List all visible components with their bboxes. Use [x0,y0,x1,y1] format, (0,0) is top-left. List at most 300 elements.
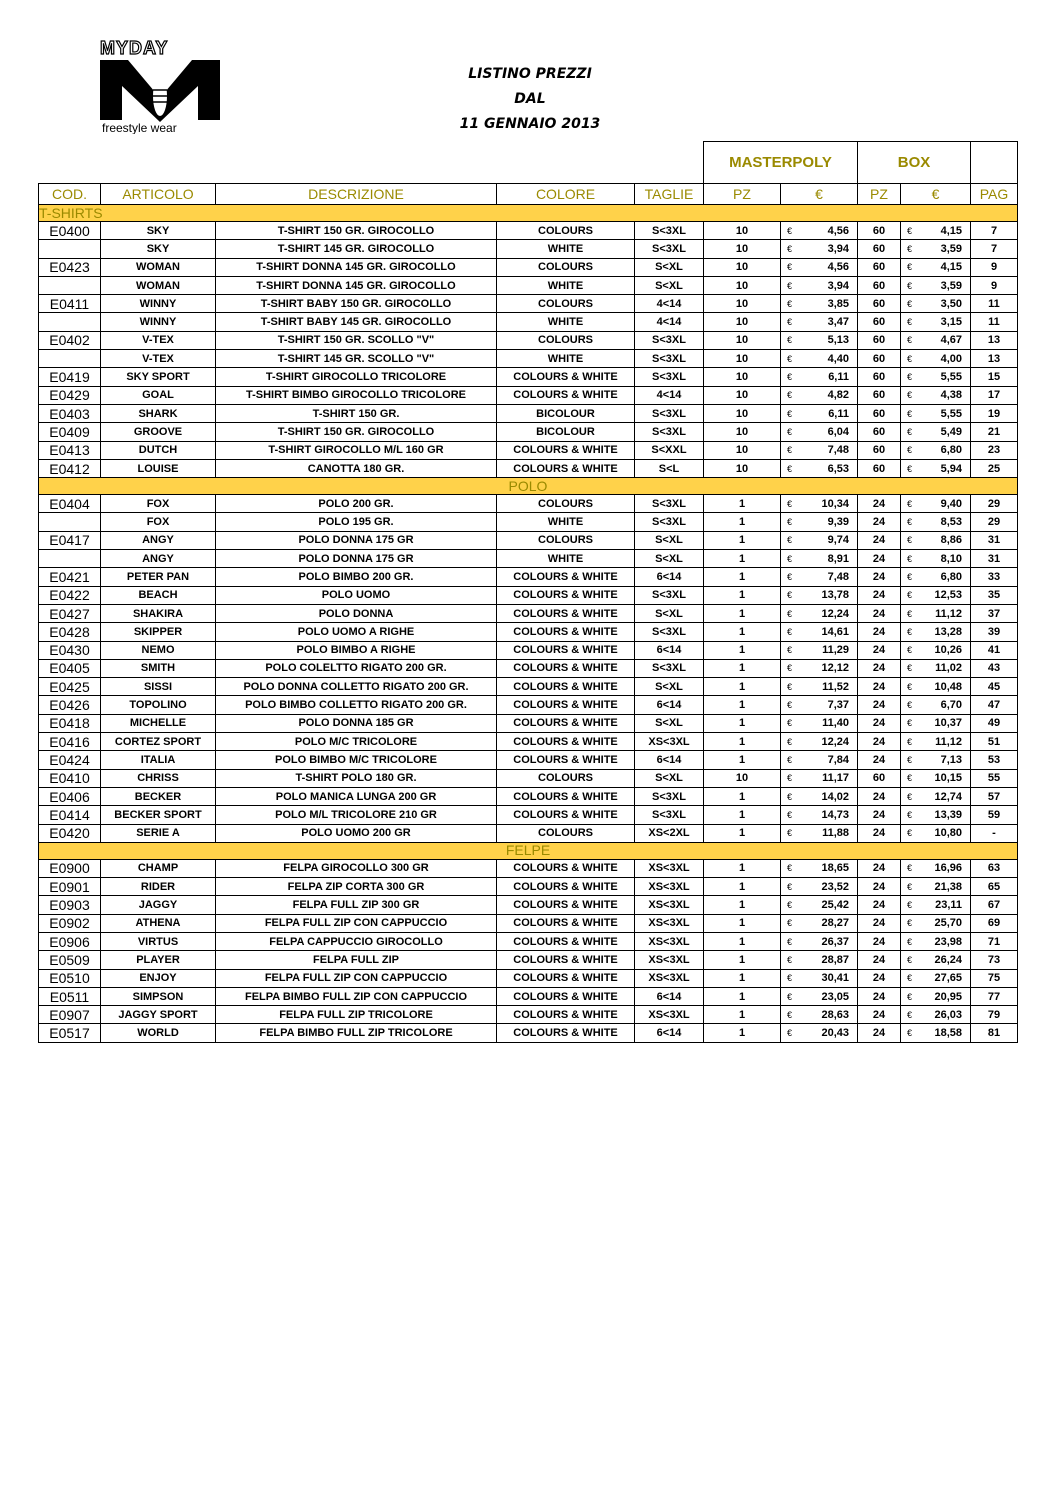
box-price: 8,10 [940,552,962,565]
currency-symbol: € [787,791,793,802]
box-price-cell [901,531,971,549]
currency-symbol: € [787,973,793,984]
colore: COLOURS & WHITE [497,459,635,477]
masterpoly-price: 7,48 [827,570,849,583]
masterpoly-pz: 1 [704,1006,781,1024]
table-row [39,932,1018,950]
box-price-cell [901,404,971,422]
masterpoly-price-cell [781,386,858,404]
articolo: SISSI [101,678,216,696]
descrizione: POLO DONNA 175 GR [216,550,497,568]
currency-symbol: € [787,571,793,582]
pag: 55 [971,769,1018,787]
masterpoly-price-cell [781,276,858,294]
section-header-row [39,478,1018,495]
masterpoly-price-cell [781,714,858,732]
box-pz: 24 [858,641,901,659]
box-pz: 60 [858,423,901,441]
box-pz: 60 [858,222,901,240]
articolo: BEACH [101,586,216,604]
header-masterpoly-pz: PZ [704,184,781,205]
pag: 77 [971,987,1018,1005]
currency-symbol: € [907,498,913,509]
colore: COLOURS & WHITE [497,678,635,696]
descrizione: FELPA BIMBO FULL ZIP CON CAPPUCCIO [216,987,497,1005]
currency-symbol: € [787,608,793,619]
box-pz: 24 [858,932,901,950]
box-pz: 24 [858,751,901,769]
taglie: S<XL [635,769,704,787]
colore: COLOURS & WHITE [497,386,635,404]
pag: 9 [971,258,1018,276]
box-price: 23,98 [934,935,962,948]
articolo: SERIE A [101,824,216,842]
cod: E0400 [39,222,101,240]
box-price: 11,12 [935,735,962,748]
masterpoly-pz: 10 [704,386,781,404]
descrizione: POLO BIMBO M/C TRICOLORE [216,751,497,769]
pag: 11 [971,295,1018,313]
box-price: 12,53 [934,589,962,602]
taglie: S<3XL [635,513,704,531]
currency-symbol: € [907,900,913,911]
table-row [39,878,1018,896]
masterpoly-pz: 1 [704,969,781,987]
masterpoly-price-cell [781,769,858,787]
header-descrizione: DESCRIZIONE [216,184,497,205]
pag: 31 [971,550,1018,568]
taglie: XS<3XL [635,859,704,877]
section-title: POLO [39,478,1018,495]
articolo: SKY SPORT [101,368,216,386]
box-pz: 24 [858,914,901,932]
currency-symbol: € [787,1009,793,1020]
pag: 45 [971,678,1018,696]
descrizione: T-SHIRT GIROCOLLO TRICOLORE [216,368,497,386]
box-price-cell [901,859,971,877]
box-pz: 60 [858,350,901,368]
currency-symbol: € [907,773,913,784]
masterpoly-pz: 1 [704,495,781,513]
colore: COLOURS & WHITE [497,806,635,824]
box-pz: 24 [858,896,901,914]
box-price-cell [901,733,971,751]
cod: E0509 [39,951,101,969]
masterpoly-pz: 1 [704,678,781,696]
pag: 33 [971,568,1018,586]
pag: 47 [971,696,1018,714]
cod: E0420 [39,824,101,842]
taglie: S<3XL [635,240,704,258]
colore: COLOURS & WHITE [497,969,635,987]
articolo: DUTCH [101,441,216,459]
masterpoly-price: 6,53 [827,462,849,475]
taglie: 6<14 [635,1024,704,1042]
taglie: XS<3XL [635,932,704,950]
box-price: 3,59 [940,242,962,255]
box-price-cell [901,969,971,987]
masterpoly-pz: 10 [704,222,781,240]
currency-symbol: € [787,372,793,383]
box-pz: 24 [858,824,901,842]
box-price-cell [901,368,971,386]
descrizione: FELPA FULL ZIP 300 GR [216,896,497,914]
cod: E0409 [39,423,101,441]
masterpoly-price: 11,29 [822,644,849,657]
box-price: 5,55 [940,407,962,420]
cod: E0414 [39,806,101,824]
descrizione: POLO DONNA [216,604,497,622]
descrizione: T-SHIRT 150 GR. GIROCOLLO [216,222,497,240]
masterpoly-pz: 1 [704,1024,781,1042]
masterpoly-price: 30,41 [821,972,849,985]
table-row [39,350,1018,368]
header-box-pz: PZ [858,184,901,205]
title-line-2: DAL [514,91,546,107]
pag: 79 [971,1006,1018,1024]
currency-symbol: € [907,718,913,729]
descrizione: T-SHIRT 145 GR. SCOLLO "V" [216,350,497,368]
cod: E0422 [39,586,101,604]
masterpoly-price-cell [781,787,858,805]
box-pz: 24 [858,550,901,568]
box-price-cell [901,696,971,714]
box-price: 26,24 [934,953,962,966]
box-price-cell [901,914,971,932]
masterpoly-price-cell [781,751,858,769]
colore: COLOURS & WHITE [497,751,635,769]
masterpoly-pz: 1 [704,914,781,932]
pag: 71 [971,932,1018,950]
table-row [39,714,1018,732]
box-price-cell [901,987,971,1005]
currency-symbol: € [907,280,913,291]
pag: 17 [971,386,1018,404]
taglie: 6<14 [635,696,704,714]
currency-symbol: € [907,571,913,582]
box-price: 10,37 [934,717,962,730]
taglie: S<3XL [635,331,704,349]
masterpoly-price-cell [781,859,858,877]
box-pz: 24 [858,1024,901,1042]
masterpoly-price: 11,88 [822,827,849,840]
pag: 13 [971,350,1018,368]
pag: 29 [971,495,1018,513]
price-list-table [38,141,1018,1043]
currency-symbol: € [907,335,913,346]
articolo: CHAMP [101,859,216,877]
table-row [39,368,1018,386]
box-price-cell [901,714,971,732]
descrizione: FELPA FULL ZIP CON CAPPUCCIO [216,914,497,932]
taglie: 6<14 [635,751,704,769]
pag: 53 [971,751,1018,769]
masterpoly-price-cell [781,240,858,258]
articolo: SHARK [101,404,216,422]
articolo: FOX [101,513,216,531]
currency-symbol: € [907,828,913,839]
masterpoly-pz: 1 [704,932,781,950]
descrizione: POLO M/L TRICOLORE 210 GR [216,806,497,824]
colore: WHITE [497,313,635,331]
descrizione: T-SHIRT POLO 180 GR. [216,769,497,787]
box-price: 4,15 [940,224,962,237]
masterpoly-pz: 1 [704,896,781,914]
masterpoly-price-cell [781,678,858,696]
cod: E0404 [39,495,101,513]
masterpoly-price: 7,84 [827,753,849,766]
currency-symbol: € [787,243,793,254]
masterpoly-pz: 10 [704,404,781,422]
currency-symbol: € [787,718,793,729]
currency-symbol: € [907,681,913,692]
descrizione: T-SHIRT BIMBO GIROCOLLO TRICOLORE [216,386,497,404]
currency-symbol: € [907,1009,913,1020]
currency-symbol: € [907,863,913,874]
group-box: BOX [858,142,971,184]
box-pz: 24 [858,495,901,513]
cod: E0423 [39,258,101,276]
currency-symbol: € [907,463,913,474]
colore: COLOURS & WHITE [497,368,635,386]
currency-symbol: € [787,426,793,437]
cod: E0421 [39,568,101,586]
currency-symbol: € [907,791,913,802]
descrizione: FELPA ZIP CORTA 300 GR [216,878,497,896]
box-price: 4,38 [940,389,962,402]
currency-symbol: € [787,991,793,1002]
currency-symbol: € [907,809,913,820]
masterpoly-price: 7,37 [827,699,849,712]
currency-symbol: € [787,918,793,929]
header-masterpoly-price: € [781,184,858,205]
currency-symbol: € [907,535,913,546]
taglie: S<3XL [635,586,704,604]
cod: E0430 [39,641,101,659]
currency-symbol: € [907,353,913,364]
taglie: S<L [635,459,704,477]
pag: 39 [971,623,1018,641]
table-row [39,604,1018,622]
masterpoly-price: 9,74 [827,534,849,547]
descrizione: POLO 200 GR. [216,495,497,513]
taglie: XS<3XL [635,733,704,751]
currency-symbol: € [787,535,793,546]
pag: 51 [971,733,1018,751]
colore: COLOURS [497,495,635,513]
articolo: ANGY [101,531,216,549]
masterpoly-price: 12,12 [821,662,849,675]
taglie: S<3XL [635,404,704,422]
box-price: 8,53 [940,516,962,529]
articolo: GROOVE [101,423,216,441]
masterpoly-pz: 10 [704,331,781,349]
box-price-cell [901,604,971,622]
box-price: 12,74 [934,790,962,803]
masterpoly-pz: 1 [704,714,781,732]
cod: E0427 [39,604,101,622]
currency-symbol: € [787,736,793,747]
descrizione: T-SHIRT 145 GR. GIROCOLLO [216,240,497,258]
table-row [39,495,1018,513]
masterpoly-pz: 1 [704,987,781,1005]
cod: E0429 [39,386,101,404]
pag: 25 [971,459,1018,477]
descrizione: T-SHIRT DONNA 145 GR. GIROCOLLO [216,276,497,294]
pag: 49 [971,714,1018,732]
pag: 73 [971,951,1018,969]
descrizione: POLO DONNA COLLETTO RIGATO 200 GR. [216,678,497,696]
colore: COLOURS & WHITE [497,878,635,896]
masterpoly-pz: 1 [704,604,781,622]
taglie: S<3XL [635,222,704,240]
box-pz: 24 [858,969,901,987]
currency-symbol: € [907,881,913,892]
currency-symbol: € [907,700,913,711]
masterpoly-price-cell [781,550,858,568]
articolo: GOAL [101,386,216,404]
box-price: 10,80 [934,827,962,840]
myday-logo [98,38,222,134]
colore: COLOURS & WHITE [497,714,635,732]
currency-symbol: € [787,463,793,474]
box-price-cell [901,787,971,805]
masterpoly-pz: 1 [704,824,781,842]
currency-symbol: € [787,317,793,328]
pag: 59 [971,806,1018,824]
taglie: XS<3XL [635,969,704,987]
table-row [39,513,1018,531]
box-pz: 60 [858,240,901,258]
descrizione: POLO UOMO A RIGHE [216,623,497,641]
cod: E0901 [39,878,101,896]
masterpoly-price-cell [781,513,858,531]
currency-symbol: € [907,663,913,674]
currency-symbol: € [907,553,913,564]
masterpoly-price-cell [781,914,858,932]
currency-symbol: € [907,445,913,456]
articolo: WINNY [101,313,216,331]
table-row [39,568,1018,586]
colore: COLOURS & WHITE [497,987,635,1005]
box-pz: 24 [858,714,901,732]
cod: E0417 [39,531,101,549]
masterpoly-pz: 10 [704,240,781,258]
colore: COLOURS & WHITE [497,951,635,969]
currency-symbol: € [787,773,793,784]
masterpoly-pz: 1 [704,623,781,641]
currency-symbol: € [787,353,793,364]
articolo: TOPOLINO [101,696,216,714]
box-price: 25,70 [934,917,962,930]
currency-symbol: € [787,645,793,656]
cod: E0511 [39,987,101,1005]
box-price-cell [901,678,971,696]
colore: COLOURS [497,222,635,240]
articolo: SKIPPER [101,623,216,641]
pag: 41 [971,641,1018,659]
box-pz: 24 [858,623,901,641]
articolo: SMITH [101,659,216,677]
masterpoly-pz: 10 [704,459,781,477]
currency-symbol: € [787,809,793,820]
colore: WHITE [497,276,635,294]
articolo: ITALIA [101,751,216,769]
colore: BICOLOUR [497,404,635,422]
box-pz: 60 [858,276,901,294]
table-row [39,276,1018,294]
cod: E0412 [39,459,101,477]
currency-symbol: € [907,590,913,601]
cod: E0510 [39,969,101,987]
logo-wordmark: MYDAY [100,38,169,58]
masterpoly-price-cell [781,258,858,276]
masterpoly-price: 4,56 [827,224,849,237]
box-pz: 60 [858,386,901,404]
descrizione: POLO M/C TRICOLORE [216,733,497,751]
taglie: S<XL [635,531,704,549]
currency-symbol: € [787,590,793,601]
masterpoly-price: 28,27 [821,917,849,930]
group-header-row [39,142,1018,184]
colore: WHITE [497,350,635,368]
descrizione: POLO UOMO 200 GR [216,824,497,842]
currency-symbol: € [787,1028,793,1039]
masterpoly-price-cell [781,531,858,549]
masterpoly-pz: 1 [704,806,781,824]
articolo: SIMPSON [101,987,216,1005]
masterpoly-pz: 10 [704,769,781,787]
masterpoly-price-cell [781,824,858,842]
cod: E0416 [39,733,101,751]
masterpoly-price-cell [781,641,858,659]
section-header-row [39,205,1018,222]
header-colore: COLORE [497,184,635,205]
table-row [39,222,1018,240]
masterpoly-price-cell [781,932,858,950]
masterpoly-price-cell [781,350,858,368]
box-pz: 24 [858,531,901,549]
box-pz: 60 [858,331,901,349]
articolo: RIDER [101,878,216,896]
box-price-cell [901,295,971,313]
articolo: CHRISS [101,769,216,787]
currency-symbol: € [787,863,793,874]
currency-symbol: € [907,954,913,965]
cod: E0903 [39,896,101,914]
box-pz: 60 [858,441,901,459]
currency-symbol: € [907,390,913,401]
masterpoly-pz: 1 [704,550,781,568]
currency-symbol: € [787,681,793,692]
masterpoly-price-cell [781,404,858,422]
articolo: ANGY [101,550,216,568]
box-price-cell [901,769,971,787]
articolo: JAGGY SPORT [101,1006,216,1024]
box-price-cell [901,641,971,659]
masterpoly-price: 23,52 [821,880,849,893]
masterpoly-price-cell [781,368,858,386]
table-row [39,678,1018,696]
box-price: 21,38 [934,880,962,893]
box-price: 16,96 [934,862,962,875]
cod: E0406 [39,787,101,805]
masterpoly-pz: 1 [704,696,781,714]
taglie: S<XL [635,258,704,276]
table-row [39,824,1018,842]
taglie: S<3XL [635,806,704,824]
taglie: S<3XL [635,368,704,386]
